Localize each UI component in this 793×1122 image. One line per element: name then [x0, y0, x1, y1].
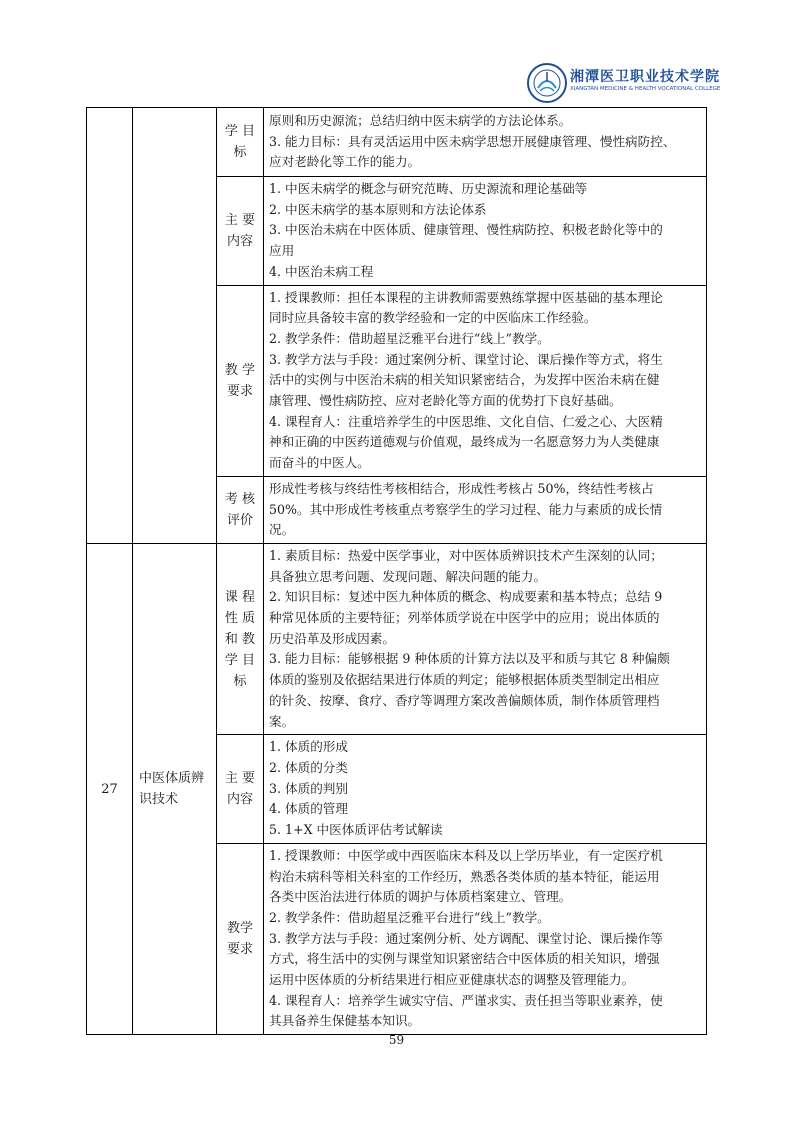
content-line: 3. 教学方法与手段：通过案例分析、课堂讨论、课后操作等方式，将生 [269, 351, 663, 367]
content-line: 3. 教学方法与手段：通过案例分析、处方调配、课堂讨论、课后操作等 [269, 930, 663, 946]
content-line: 其具备养生保健基本知识。 [269, 1013, 421, 1029]
row-label-cell: 教学 要求 [217, 843, 264, 1034]
content-line: 2. 中医未病学的基本原则和方法论体系 [269, 201, 487, 217]
content-line: 体质的鉴别及依据结果进行体质的判定；能够根据体质类型制定出相应 [269, 672, 660, 688]
page-number: 59 [388, 1033, 405, 1047]
college-logo [526, 62, 726, 108]
course-number-cell: 27 [87, 543, 133, 1034]
content-line: 案。 [269, 713, 295, 729]
row-content-cell [264, 843, 707, 1034]
course-table [86, 107, 707, 1035]
row-content-cell [264, 177, 707, 286]
content-line: 历史沿革及形成因素。 [269, 630, 395, 646]
content-line: 方式，将生活中的实例与课堂知识紧密结合中医体质的相关知识，增强 [269, 951, 660, 967]
content-line: 1. 体质的形成 [269, 739, 348, 755]
college-emblem-icon [526, 62, 568, 104]
content-line: 4. 课程育人：注重培养学生的中医思维、文化自信、仁爱之心、大医精 [269, 413, 663, 429]
row-label-cell: 主 要 内容 [217, 735, 264, 844]
content-line: 同时应具备较丰富的教学经验和一定的中医临床工作经验。 [269, 310, 597, 326]
course-name-cell: 中医体质辨 识技术 [133, 543, 217, 1034]
course-name-cell [133, 108, 217, 544]
content-line: 2. 知识目标：复述中医九种体质的概念、构成要素和基本特点；总结 9 [269, 589, 663, 605]
table-row [87, 108, 707, 177]
content-line: 1. 中医未病学的概念与研究范畴、历史源流和理论基础等 [269, 181, 588, 196]
row-label-cell: 教 学 要求 [217, 285, 264, 476]
content-line: 4. 课程育人：培养学生诚实守信、严谨求实、责任担当等职业素养，使 [269, 992, 663, 1008]
content-line: 的针灸、按摩、食疗、香疗等调理方案改善偏颇体质，制作体质管理档 [269, 692, 660, 708]
row-label-cell: 主 要 内容 [217, 177, 264, 286]
content-line: 2. 教学条件：借助超星泛雅平台进行“线上”教学。 [269, 909, 550, 925]
content-line: 而奋斗的中医人。 [269, 455, 370, 471]
content-line: 况。 [269, 522, 295, 538]
row-content-cell [264, 543, 707, 734]
course-number-cell [87, 108, 133, 544]
content-line: 1. 素质目标：热爱中医学事业，对中医体质辨识技术产生深刻的认同； [269, 547, 663, 563]
row-content-cell [264, 108, 707, 177]
content-line: 3. 体质的判别 [269, 780, 348, 796]
content-line: 康管理、慢性病防控、应对老龄化等方面的优势打下良好基础。 [269, 393, 622, 409]
content-line: 形成性考核与终结性考核相结合，形成性考核占 50%，终结性考核占 [269, 480, 654, 496]
row-label-cell: 考 核 评价 [217, 476, 264, 543]
content-line: 4. 中医治未病工程 [269, 263, 374, 279]
content-line: 活中的实例与中医治未病的相关知识紧密结合，为发挥中医治未病在健 [269, 372, 660, 388]
content-line: 各类中医治法进行体质的调护与体质档案建立、管理。 [269, 889, 572, 905]
row-content-cell [264, 285, 707, 476]
row-content-cell [264, 735, 707, 844]
content-line: 应对老龄化等工作的能力。 [269, 154, 421, 170]
content-line: 1. 授课教师：中医学或中西医临床本科及以上学历毕业，有一定医疗机 [269, 847, 663, 863]
row-label-cell: 课 程 性 质 和 教 学 目 标 [217, 543, 264, 734]
content-line: 运用中医体质的分析结果进行相应亚健康状态的调整及管理能力。 [269, 972, 635, 988]
content-line: 4. 体质的管理 [269, 801, 348, 817]
row-content-cell [264, 476, 707, 543]
college-name-cn: 湘潭医卫职业技术学院 [570, 69, 720, 85]
content-line: 具备独立思考问题、发现问题、解决问题的能力。 [269, 568, 547, 584]
content-line: 应用 [269, 243, 295, 259]
table-row [87, 543, 707, 734]
content-line: 神和正确的中医药道德观与价值观，最终成为一名愿意努力为人类健康 [269, 434, 660, 450]
content-line: 50%。其中形成性考核重点考察学生的学习过程、能力与素质的成长情 [269, 501, 663, 517]
college-name-en: XIANGTAN MEDICINE & HEALTH VOCATIONAL COLLEGE [570, 86, 721, 92]
content-line: 3. 能力目标：具有灵活运用中医未病学思想开展健康管理、慢性病防控、 [269, 133, 676, 149]
content-line: 构治未病科等相关科室的工作经历，熟悉各类体质的基本特征，能运用 [269, 868, 660, 884]
content-line: 3. 中医治未病在中医体质、健康管理、慢性病防控、积极老龄化等中的 [269, 222, 663, 238]
content-line: 3. 能力目标：能够根据 9 种体质的计算方法以及平和质与其它 8 种偏颇 [269, 651, 670, 667]
content-line: 2. 教学条件：借助超星泛雅平台进行“线上”教学。 [269, 330, 550, 346]
content-line: 种常见体质的主要特征；列举体质学说在中医学中的应用；说出体质的 [269, 610, 660, 626]
row-label-cell: 学 目 标 [217, 108, 264, 177]
content-line: 2. 体质的分类 [269, 759, 348, 775]
content-line: 1. 授课教师：担任本课程的主讲教师需要熟练掌握中医基础的基本理论 [269, 289, 663, 305]
content-line: 原则和历史源流；总结归纳中医未病学的方法论体系。 [269, 112, 572, 128]
content-line: 5. 1+X 中医体质评估考试解读 [269, 822, 443, 838]
